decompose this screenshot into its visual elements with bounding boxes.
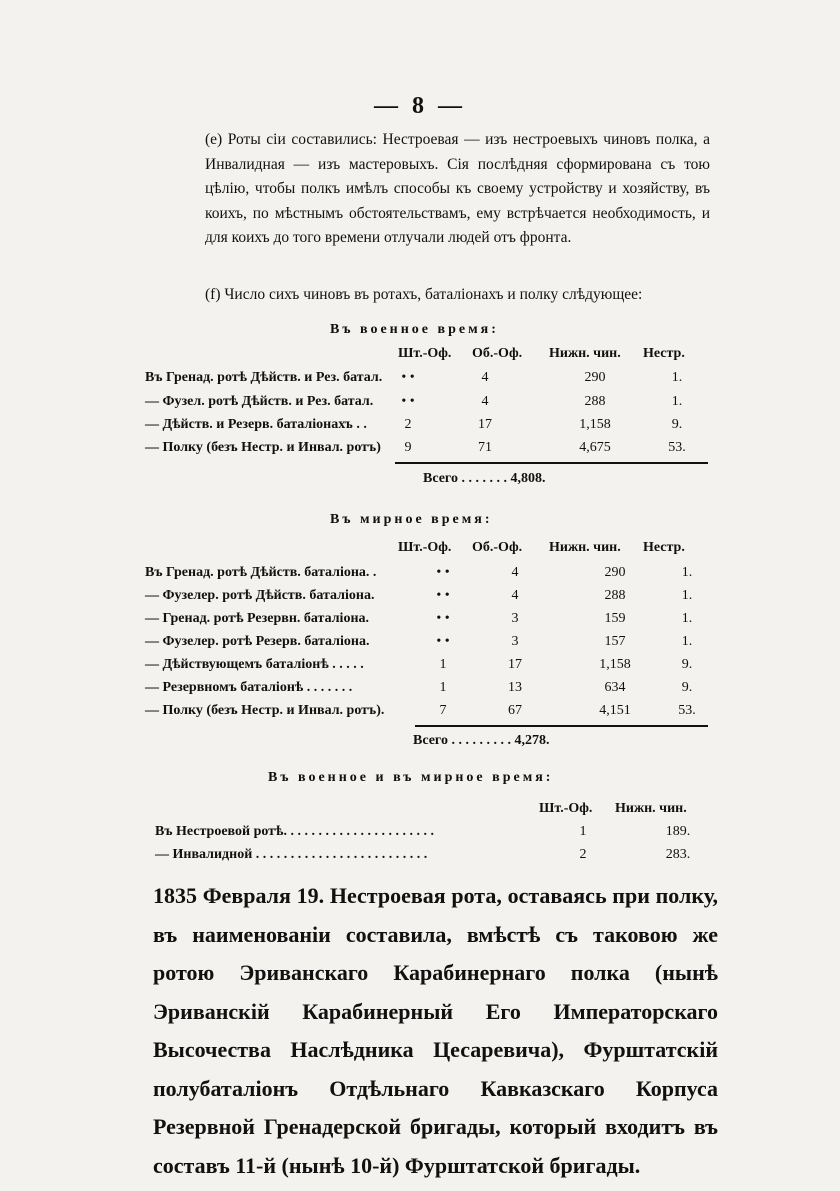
war-col-header-4: Нестр. [643,346,685,361]
both-col-header-2: Нижн. чин. [615,801,687,816]
war-row-3-label: — Дѣйств. и Резерв. баталіонахъ . . [145,417,367,432]
war-row-4-c1: 9 [404,440,412,455]
main-paragraph: 1835 Февраля 19. Нестроевая рота, оставаясь при полку, въ наименованіи составила, вмѣстѣ съ таковою же ротою Эриванскаго Карабинернаго полка (нынѣ Эриванскій Карабинерный Его Императорскаго Высочества Наслѣдника Цесаревича), Фурштатскій полубаталіонъ Отдѣльнаго Кавказскаго Корпуса Резервной Гренадерской бригады, который входитъ въ составъ 11-й (нынѣ 10-й) Фурштатской бригады. [153,883,718,1178]
war-total-rule [395,462,708,464]
peace-row-1-c1: • • [436,565,450,580]
war-row-1-c2: 4 [481,370,489,385]
both-row-2-label: — Инвалидной . . . . . . . . . . . . . . . . . . . . . . . . . [155,847,428,862]
peace-row-1-label: Въ Гренад. ротѣ Дѣйств. баталіона. . [145,565,377,580]
both-row-1-label: Въ Нестроевой ротѣ. . . . . . . . . . . . . . . . . . . . . . [155,824,434,839]
war-col-header-3: Нижн. чин. [549,346,621,361]
peace-row-3-label: — Гренад. ротѣ Резервн. баталіона. [145,611,370,626]
war-total: Всего . . . . . . . 4,808. [423,471,546,486]
war-row-1-c4: 1. [671,370,683,385]
peace-row-5-c3: 1,158 [599,657,631,672]
peace-row-2-c2: 4 [511,588,519,603]
war-col-header-1: Шт.-Оф. [398,346,452,361]
peace-total: Всего . . . . . . . . . 4,278. [413,733,550,748]
war-row-4-c3: 4,675 [579,440,611,455]
peace-row-4-c1: • • [436,634,450,649]
peace-col-header-1: Шт.-Оф. [398,540,452,555]
peace-row-5-c4: 9. [681,657,693,672]
war-title: Въ военное время: [330,322,499,337]
war-row-2-c1: • • [401,394,415,409]
peace-row-3-c2: 3 [511,611,519,626]
peace-row-2-c3: 288 [604,588,626,603]
war-row-2-label: — Фузел. ротѣ Дѣйств. и Рез. батал. [145,394,374,409]
war-row-1-c1: • • [401,370,415,385]
peace-row-7-c4: 53. [678,703,696,718]
peace-row-1-c2: 4 [511,565,519,580]
footnote-f: (f) Число сихъ чиновъ въ ротахъ, баталіонахъ и полку слѣдующее: [205,286,643,303]
war-row-4-c4: 53. [668,440,686,455]
peace-row-6-label: — Резервномъ баталіонѣ . . . . . . . [145,680,353,695]
peace-row-5-c1: 1 [439,657,447,672]
peace-row-4-c2: 3 [511,634,519,649]
peace-row-2-c4: 1. [681,588,693,603]
peace-row-2-label: — Фузелер. ротѣ Дѣйств. баталіона. [145,588,375,603]
war-row-3-c2: 17 [478,417,492,432]
footnote-e: (e) Роты сіи составились: Нестроевая — изъ нестроевыхъ чиновъ полка, а Инвалидная — изъ мастеровыхъ. Сія послѣдняя сформирована съ тою цѣлію, чтобы полкъ имѣлъ способы къ своему устройству и хозяйству, въ коихъ, по мѣстнымъ обстоятельствамъ, ему встрѣчается необходимость, и для коихъ до того времени отлучали людей отъ фронта. [205,131,710,246]
peace-row-4-c3: 157 [604,634,626,649]
page-number: — 8 — [374,93,466,119]
war-row-1-label: Въ Гренад. ротѣ Дѣйств. и Рез. батал. [145,370,383,385]
peace-row-4-c4: 1. [681,634,693,649]
peace-row-3-c4: 1. [681,611,693,626]
war-row-3-c3: 1,158 [579,417,611,432]
peace-row-7-c1: 7 [439,703,447,718]
peace-row-6-c1: 1 [439,680,447,695]
war-row-2-c3: 288 [584,394,606,409]
both-col-header-1: Шт.-Оф. [539,801,593,816]
peace-row-5-label: — Дѣйствующемъ баталіонѣ . . . . . [145,657,364,672]
both-row-1-c2: 189. [665,824,691,839]
peace-col-header-3: Нижн. чин. [549,540,621,555]
war-row-4-label: — Полку (безъ Нестр. и Инвал. ротъ) [145,440,381,455]
peace-row-7-c2: 67 [508,703,522,718]
both-row-2-c1: 2 [579,847,587,862]
peace-row-2-c1: • • [436,588,450,603]
war-row-4-c2: 71 [478,440,492,455]
war-row-2-c2: 4 [481,394,489,409]
peace-row-5-c2: 17 [508,657,522,672]
peace-row-3-c1: • • [436,611,450,626]
peace-total-rule [415,725,708,727]
peace-title: Въ мирное время: [330,512,493,527]
peace-row-4-label: — Фузелер. ротѣ Резерв. баталіона. [145,634,370,649]
peace-row-6-c2: 13 [508,680,522,695]
peace-row-6-c3: 634 [604,680,626,695]
war-row-1-c3: 290 [584,370,606,385]
peace-row-7-c3: 4,151 [599,703,631,718]
war-row-3-c4: 9. [671,417,683,432]
peace-row-7-label: — Полку (безъ Нестр. и Инвал. ротъ). [145,703,385,718]
peace-col-header-2: Об.-Оф. [472,540,523,555]
war-col-header-2: Об.-Оф. [472,346,523,361]
both-row-2-c2: 283. [665,847,691,862]
both-title: Въ военное и въ мирное время: [268,770,554,785]
peace-col-header-4: Нестр. [643,540,685,555]
peace-row-3-c3: 159 [604,611,626,626]
war-row-3-c1: 2 [404,417,412,432]
war-row-2-c4: 1. [671,394,683,409]
peace-row-6-c4: 9. [681,680,693,695]
peace-row-1-c3: 290 [604,565,626,580]
peace-row-1-c4: 1. [681,565,693,580]
both-row-1-c1: 1 [579,824,587,839]
